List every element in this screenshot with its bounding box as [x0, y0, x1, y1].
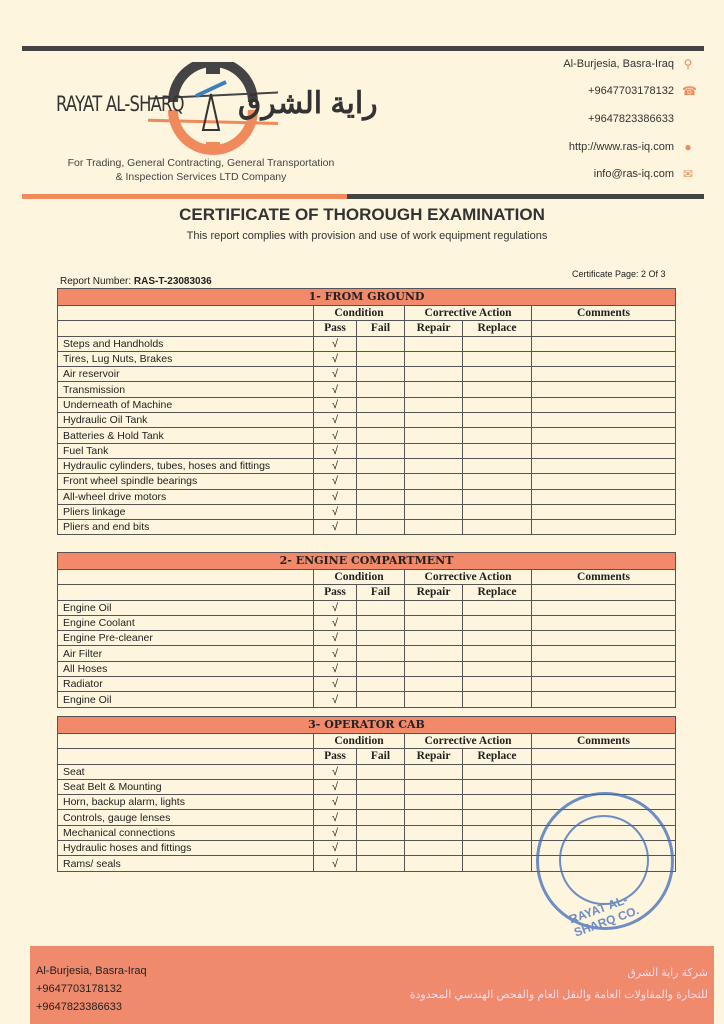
comments-cell — [532, 520, 676, 535]
comments-header: Comments — [532, 306, 676, 321]
item-name: Front wheel spindle bearings — [58, 474, 314, 489]
contact-phone-1 — [588, 84, 697, 98]
repair-cell — [405, 631, 463, 646]
repair-cell — [405, 443, 463, 458]
table-row — [58, 443, 676, 458]
phone-text: +9647823386633 — [588, 113, 674, 125]
fail-cell — [357, 504, 405, 519]
item-name: Horn, backup alarm, lights — [58, 795, 314, 810]
repair-cell — [405, 458, 463, 473]
pass-check-mark: √ — [314, 489, 357, 504]
fail-cell — [357, 474, 405, 489]
pass-check-mark: √ — [314, 856, 357, 871]
table-row — [58, 600, 676, 615]
inspection-table-section-1 — [57, 288, 676, 535]
repair-cell — [405, 646, 463, 661]
fail-cell — [357, 520, 405, 535]
fail-cell — [357, 661, 405, 676]
replace-header: Replace — [463, 749, 532, 764]
fail-cell — [357, 458, 405, 473]
phone-text: +9647703178132 — [588, 85, 674, 97]
item-name: Controls, gauge lenses — [58, 810, 314, 825]
table-row — [58, 336, 676, 351]
repair-cell — [405, 841, 463, 856]
table-row — [58, 504, 676, 519]
item-name: Seat — [58, 764, 314, 779]
replace-cell — [463, 692, 532, 707]
pass-header: Pass — [314, 585, 357, 600]
repair-cell — [405, 474, 463, 489]
replace-cell — [463, 443, 532, 458]
comments-cell — [532, 413, 676, 428]
item-name: Pliers linkage — [58, 504, 314, 519]
replace-cell — [463, 428, 532, 443]
comments-cell — [532, 661, 676, 676]
pass-check-mark: √ — [314, 351, 357, 366]
comments-cell — [532, 336, 676, 351]
fail-header: Fail — [357, 749, 405, 764]
replace-cell — [463, 336, 532, 351]
pass-check-mark: √ — [314, 336, 357, 351]
comments-cell — [532, 458, 676, 473]
repair-cell — [405, 413, 463, 428]
document-title: CERTIFICATE OF THOROUGH EXAMINATION — [179, 205, 545, 224]
pass-check-mark: √ — [314, 646, 357, 661]
comments-cell — [532, 428, 676, 443]
item-name: Engine Oil — [58, 600, 314, 615]
footer-address: Al-Burjesia, Basra-Iraq — [36, 965, 147, 977]
item-name: All-wheel drive motors — [58, 489, 314, 504]
replace-header: Replace — [463, 585, 532, 600]
replace-cell — [463, 367, 532, 382]
inspection-table-section-2 — [57, 552, 676, 708]
fail-cell — [357, 413, 405, 428]
item-name: Transmission — [58, 382, 314, 397]
fail-cell — [357, 779, 405, 794]
table-row — [58, 351, 676, 366]
pass-check-mark: √ — [314, 631, 357, 646]
repair-cell — [405, 856, 463, 871]
table-row — [58, 779, 676, 794]
comments-cell — [532, 443, 676, 458]
repair-cell — [405, 795, 463, 810]
blank-cell — [532, 749, 676, 764]
certificate-page-number: Certificate Page: 2 Of 3 — [572, 269, 666, 279]
report-number-label: Report Number: — [60, 276, 132, 287]
pass-check-mark: √ — [314, 367, 357, 382]
pass-check-mark: √ — [314, 428, 357, 443]
table-row — [58, 382, 676, 397]
pass-check-mark: √ — [314, 474, 357, 489]
table-row — [58, 677, 676, 692]
condition-header: Condition — [314, 734, 405, 749]
item-name: Air Filter — [58, 646, 314, 661]
replace-cell — [463, 779, 532, 794]
contact-email[interactable] — [594, 168, 694, 180]
location-pin-icon: ⚲ — [683, 57, 693, 71]
item-name: Hydraulic Oil Tank — [58, 413, 314, 428]
comments-cell — [532, 397, 676, 412]
repair-cell — [405, 382, 463, 397]
blank-cell — [58, 749, 314, 764]
replace-header: Replace — [463, 321, 532, 336]
item-name: Underneath of Machine — [58, 397, 314, 412]
pass-check-mark: √ — [314, 661, 357, 676]
replace-cell — [463, 795, 532, 810]
footer-phone-1: +9647703178132 — [36, 983, 122, 995]
pass-check-mark: √ — [314, 825, 357, 840]
document-subtitle: This report complies with provision and use of work equipment regulations — [186, 230, 548, 242]
fail-header: Fail — [357, 321, 405, 336]
replace-cell — [463, 646, 532, 661]
replace-cell — [463, 825, 532, 840]
divider-dark — [347, 194, 704, 199]
replace-cell — [463, 841, 532, 856]
fail-cell — [357, 615, 405, 630]
repair-cell — [405, 661, 463, 676]
comments-cell — [532, 382, 676, 397]
comments-cell — [532, 631, 676, 646]
pass-check-mark: √ — [314, 677, 357, 692]
comments-cell — [532, 646, 676, 661]
fail-cell — [357, 382, 405, 397]
footer-arabic-company: شركة راية الشرق — [627, 967, 708, 979]
website-link[interactable]: http://www.ras-iq.com — [568, 141, 674, 153]
footer-arabic-description: للتجارة والمقاولات العامة والنقل العام والفحص الهندسي المحدودة — [409, 989, 708, 1001]
table-row — [58, 413, 676, 428]
repair-cell — [405, 692, 463, 707]
blank-cell — [58, 321, 314, 336]
pass-check-mark: √ — [314, 504, 357, 519]
pass-check-mark: √ — [314, 795, 357, 810]
email-link[interactable]: info@ras-iq.com — [593, 168, 674, 180]
item-name: Engine Pre-cleaner — [58, 631, 314, 646]
table-row — [58, 615, 676, 630]
footer-phone-2: +9647823386633 — [36, 1001, 122, 1013]
item-name: Engine Oil — [58, 692, 314, 707]
replace-cell — [463, 458, 532, 473]
report-number — [60, 276, 212, 287]
repair-cell — [405, 336, 463, 351]
replace-cell — [463, 677, 532, 692]
replace-cell — [463, 474, 532, 489]
tagline-line-1: For Trading, General Contracting, General Transportation — [67, 157, 335, 169]
table-row — [58, 661, 676, 676]
fail-cell — [357, 764, 405, 779]
corrective-action-header: Corrective Action — [405, 570, 532, 585]
pass-check-mark: √ — [314, 382, 357, 397]
contact-address — [563, 58, 694, 70]
pass-check-mark: √ — [314, 458, 357, 473]
stamp-text: RAYAT AL-SHARQ CO. — [567, 892, 641, 940]
table-row — [58, 367, 676, 382]
pass-check-mark: √ — [314, 397, 357, 412]
fail-cell — [357, 600, 405, 615]
fail-cell — [357, 631, 405, 646]
section-title: 1- FROM GROUND — [58, 289, 676, 306]
fail-cell — [357, 367, 405, 382]
repair-cell — [405, 779, 463, 794]
table-row — [58, 397, 676, 412]
logo-text: RAYAT AL-SHARQ — [56, 92, 184, 116]
repair-header: Repair — [405, 749, 463, 764]
condition-header: Condition — [314, 570, 405, 585]
replace-cell — [463, 631, 532, 646]
repair-cell — [405, 428, 463, 443]
item-name: Tires, Lug Nuts, Brakes — [58, 351, 314, 366]
phone-icon: ☎ — [682, 84, 697, 98]
comments-cell — [532, 677, 676, 692]
pass-check-mark: √ — [314, 520, 357, 535]
repair-cell — [405, 615, 463, 630]
fail-cell — [357, 351, 405, 366]
fail-cell — [357, 825, 405, 840]
item-name: Engine Coolant — [58, 615, 314, 630]
table-row — [58, 692, 676, 707]
comments-header: Comments — [532, 734, 676, 749]
table-row — [58, 631, 676, 646]
fail-cell — [357, 795, 405, 810]
divider-orange — [22, 194, 347, 199]
replace-cell — [463, 600, 532, 615]
contact-phone-2 — [588, 113, 694, 125]
company-stamp — [536, 792, 674, 940]
blank-cell — [58, 734, 314, 749]
repair-cell — [405, 810, 463, 825]
fail-cell — [357, 841, 405, 856]
table-row — [58, 474, 676, 489]
fail-cell — [357, 856, 405, 871]
replace-cell — [463, 520, 532, 535]
pass-check-mark: √ — [314, 841, 357, 856]
pass-header: Pass — [314, 321, 357, 336]
section-title: 3- OPERATOR CAB — [58, 717, 676, 734]
mail-icon: ✉ — [682, 167, 694, 181]
repair-cell — [405, 677, 463, 692]
table-row — [58, 520, 676, 535]
repair-header: Repair — [405, 585, 463, 600]
replace-cell — [463, 489, 532, 504]
fail-cell — [357, 443, 405, 458]
address-text: Al-Burjesia, Basra-Iraq — [563, 58, 674, 70]
pass-check-mark: √ — [314, 764, 357, 779]
replace-cell — [463, 661, 532, 676]
comments-header: Comments — [532, 570, 676, 585]
pass-check-mark: √ — [314, 600, 357, 615]
corrective-action-header: Corrective Action — [405, 306, 532, 321]
fail-cell — [357, 428, 405, 443]
fail-cell — [357, 810, 405, 825]
comments-cell — [532, 615, 676, 630]
blank-cell — [532, 585, 676, 600]
replace-cell — [463, 764, 532, 779]
comments-cell — [532, 474, 676, 489]
repair-cell — [405, 504, 463, 519]
replace-cell — [463, 615, 532, 630]
fail-header: Fail — [357, 585, 405, 600]
replace-cell — [463, 382, 532, 397]
item-name: Rams/ seals — [58, 856, 314, 871]
fail-cell — [357, 677, 405, 692]
repair-header: Repair — [405, 321, 463, 336]
comments-cell — [532, 692, 676, 707]
item-name: Radiator — [58, 677, 314, 692]
blank-cell — [58, 585, 314, 600]
blank-cell — [58, 306, 314, 321]
footer — [30, 946, 714, 1024]
fail-cell — [357, 646, 405, 661]
pass-check-mark: √ — [314, 413, 357, 428]
fail-cell — [357, 397, 405, 412]
section-title: 2- ENGINE COMPARTMENT — [58, 553, 676, 570]
fail-cell — [357, 489, 405, 504]
pass-header: Pass — [314, 749, 357, 764]
item-name: Steps and Handholds — [58, 336, 314, 351]
blank-cell — [58, 570, 314, 585]
item-name: Seat Belt & Mounting — [58, 779, 314, 794]
table-row — [58, 428, 676, 443]
pass-check-mark: √ — [314, 443, 357, 458]
item-name: Air reservoir — [58, 367, 314, 382]
item-name: Fuel Tank — [58, 443, 314, 458]
item-name: Hydraulic cylinders, tubes, hoses and fittings — [58, 458, 314, 473]
tagline-line-2: & Inspection Services LTD Company — [115, 171, 287, 183]
fail-cell — [357, 336, 405, 351]
item-name: Mechanical connections — [58, 825, 314, 840]
contact-website[interactable] — [569, 141, 694, 153]
comments-cell — [532, 764, 676, 779]
repair-cell — [405, 351, 463, 366]
item-name: Hydraulic hoses and fittings — [58, 841, 314, 856]
comments-cell — [532, 504, 676, 519]
condition-header: Condition — [314, 306, 405, 321]
report-number-value: RAS-T-23083036 — [133, 276, 212, 287]
spacer — [682, 113, 694, 125]
repair-cell — [405, 489, 463, 504]
pass-check-mark: √ — [314, 615, 357, 630]
table-row — [58, 489, 676, 504]
repair-cell — [405, 600, 463, 615]
item-name: All Hoses — [58, 661, 314, 676]
replace-cell — [463, 397, 532, 412]
comments-cell — [532, 367, 676, 382]
comments-cell — [532, 489, 676, 504]
replace-cell — [463, 351, 532, 366]
item-name: Pliers and end bits — [58, 520, 314, 535]
repair-cell — [405, 397, 463, 412]
comments-cell — [532, 351, 676, 366]
logo-arabic-text: راية الشرق — [238, 87, 378, 120]
table-row — [58, 764, 676, 779]
replace-cell — [463, 504, 532, 519]
pass-check-mark: √ — [314, 692, 357, 707]
replace-cell — [463, 856, 532, 871]
comments-cell — [532, 600, 676, 615]
repair-cell — [405, 825, 463, 840]
blank-cell — [532, 321, 676, 336]
globe-icon: ● — [684, 140, 692, 154]
item-name: Batteries & Hold Tank — [58, 428, 314, 443]
repair-cell — [405, 367, 463, 382]
repair-cell — [405, 520, 463, 535]
pass-check-mark: √ — [314, 779, 357, 794]
repair-cell — [405, 764, 463, 779]
table-row — [58, 458, 676, 473]
fail-cell — [357, 692, 405, 707]
pass-check-mark: √ — [314, 810, 357, 825]
corrective-action-header: Corrective Action — [405, 734, 532, 749]
table-row — [58, 646, 676, 661]
replace-cell — [463, 413, 532, 428]
top-divider — [22, 46, 704, 51]
replace-cell — [463, 810, 532, 825]
company-tagline — [56, 156, 346, 184]
